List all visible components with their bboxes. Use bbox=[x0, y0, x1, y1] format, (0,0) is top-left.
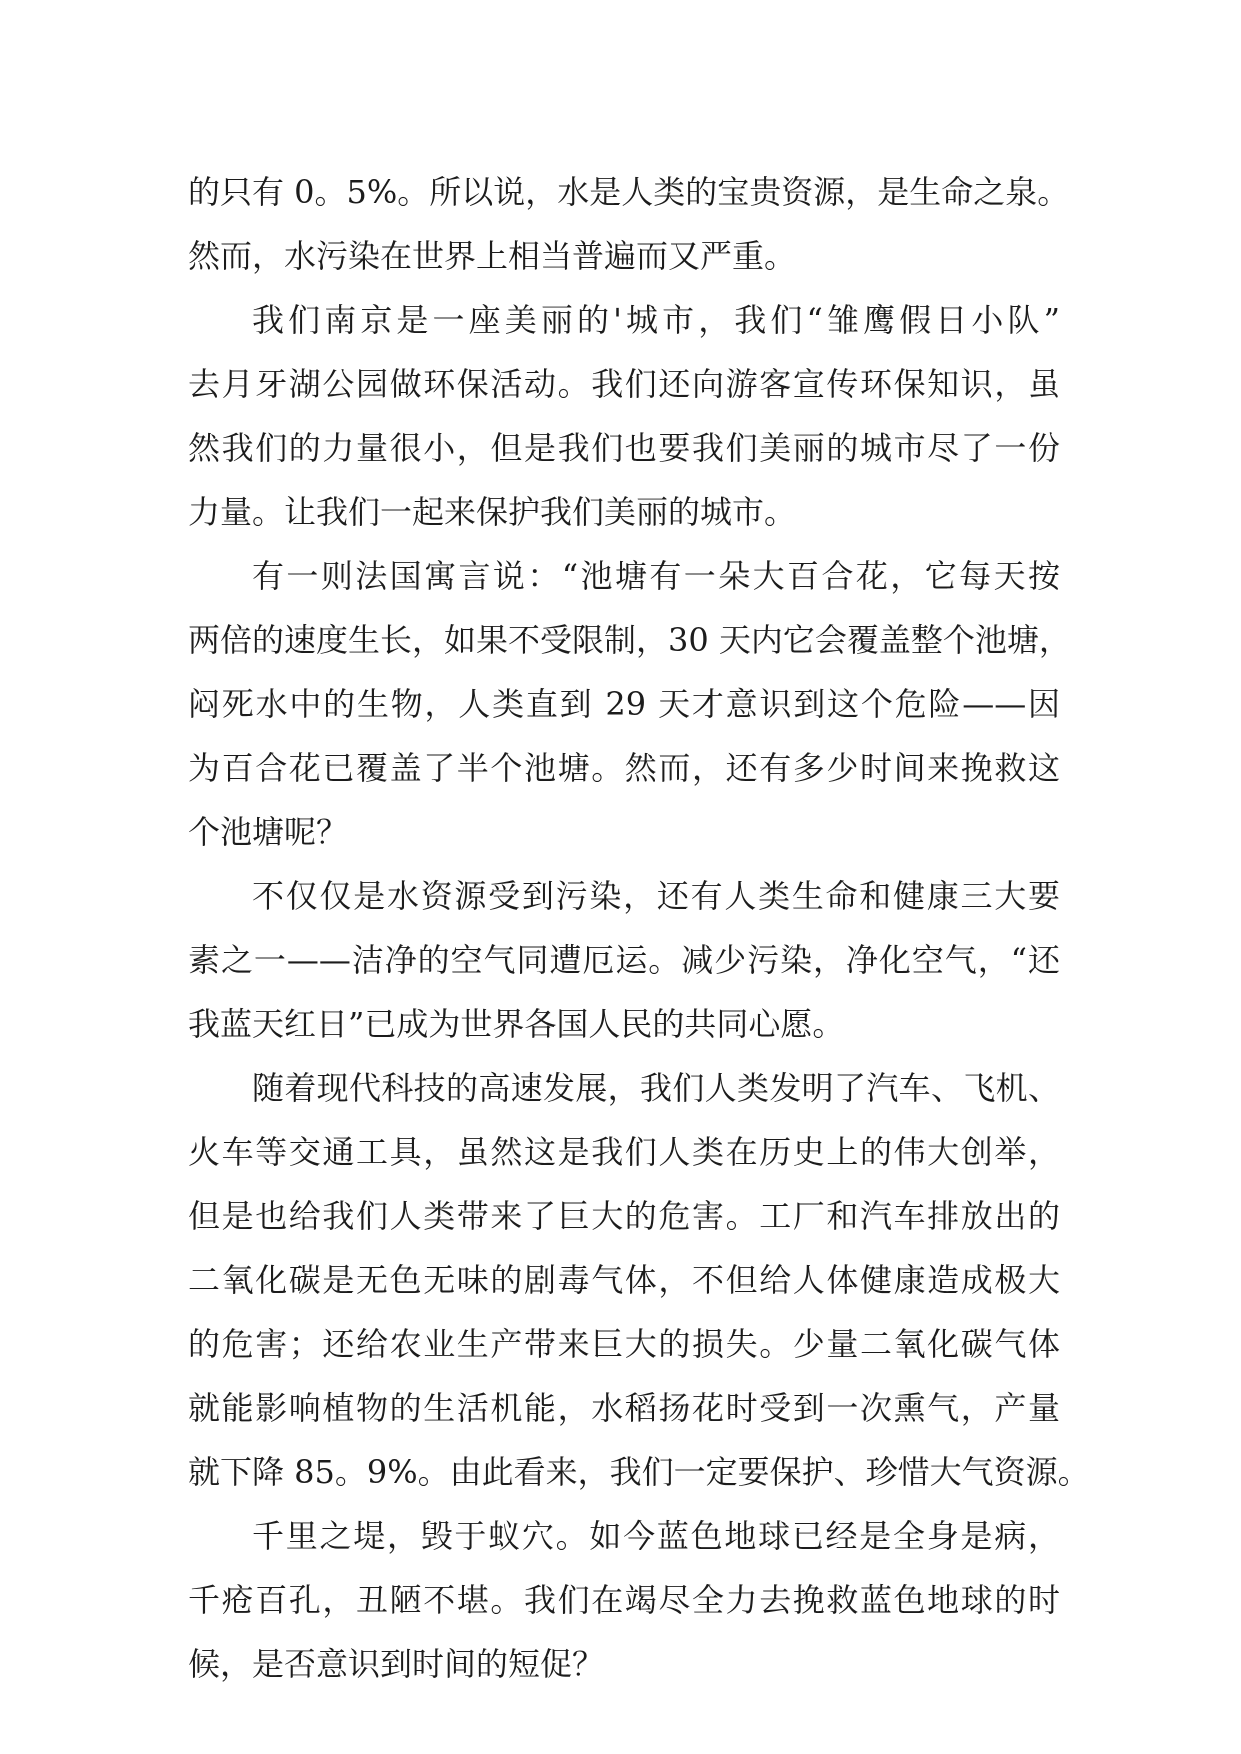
text-line: 然我们的力量很小，但是我们也要我们美丽的城市尽了一份 bbox=[188, 429, 1060, 467]
document-text-body bbox=[188, 160, 1090, 1696]
text-line: 就能影响植物的生活机能，水稻扬花时受到一次熏气，产量 bbox=[188, 1389, 1060, 1427]
paragraph-start-line: 不仅仅是水资源受到污染，还有人类生命和健康三大要 bbox=[252, 877, 1060, 915]
paragraph-start-line: 千里之堤，毁于蚁穴。如今蓝色地球已经是全身是病， bbox=[252, 1517, 1060, 1555]
paragraph-start-line: 有一则法国寓言说：“池塘有一朵大百合花，它每天按 bbox=[252, 557, 1060, 595]
text-line: 素之一——洁净的空气同遭厄运。减少污染，净化空气，“还 bbox=[188, 941, 1060, 979]
text-line: 千疮百孔，丑陋不堪。我们在竭尽全力去挽救蓝色地球的时 bbox=[188, 1581, 1060, 1619]
text-line: 去月牙湖公园做环保活动。我们还向游客宣传环保知识，虽 bbox=[188, 365, 1060, 403]
text-line: 的只有 0。5%。所以说，水是人类的宝贵资源，是生命之泉。 bbox=[188, 173, 1070, 211]
text-line: 为百合花已覆盖了半个池塘。然而，还有多少时间来挽救这 bbox=[188, 749, 1060, 787]
text-line: 两倍的速度生长，如果不受限制，30 天内它会覆盖整个池塘， bbox=[188, 621, 1071, 659]
text-line: 的危害；还给农业生产带来巨大的损失。少量二氧化碳气体 bbox=[188, 1325, 1060, 1363]
text-line: 然而，水污染在世界上相当普遍而又严重。 bbox=[188, 237, 797, 275]
text-line: 就下降 85。9%。由此看来，我们一定要保护、珍惜大气资源。 bbox=[188, 1453, 1090, 1491]
text-line: 二氧化碳是无色无味的剧毒气体，不但给人体健康造成极大 bbox=[188, 1261, 1060, 1299]
text-line: 候，是否意识到时间的短促？ bbox=[188, 1645, 605, 1683]
text-line: 闷死水中的生物，人类直到 29 天才意识到这个危险——因 bbox=[188, 685, 1060, 723]
text-line: 力量。让我们一起来保护我们美丽的城市。 bbox=[188, 493, 797, 531]
text-line: 个池塘呢？ bbox=[188, 813, 349, 851]
paragraph-start-line: 随着现代科技的高速发展，我们人类发明了汽车、飞机、 bbox=[252, 1069, 1060, 1107]
text-line: 我蓝天红日”已成为世界各国人民的共同心愿。 bbox=[188, 1005, 845, 1043]
paragraph-start-line: 我们南京是一座美丽的'城市，我们“雏鹰假日小队” bbox=[252, 301, 1060, 339]
text-line: 但是也给我们人类带来了巨大的危害。工厂和汽车排放出的 bbox=[188, 1197, 1060, 1235]
text-line: 火车等交通工具，虽然这是我们人类在历史上的伟大创举， bbox=[188, 1133, 1060, 1171]
